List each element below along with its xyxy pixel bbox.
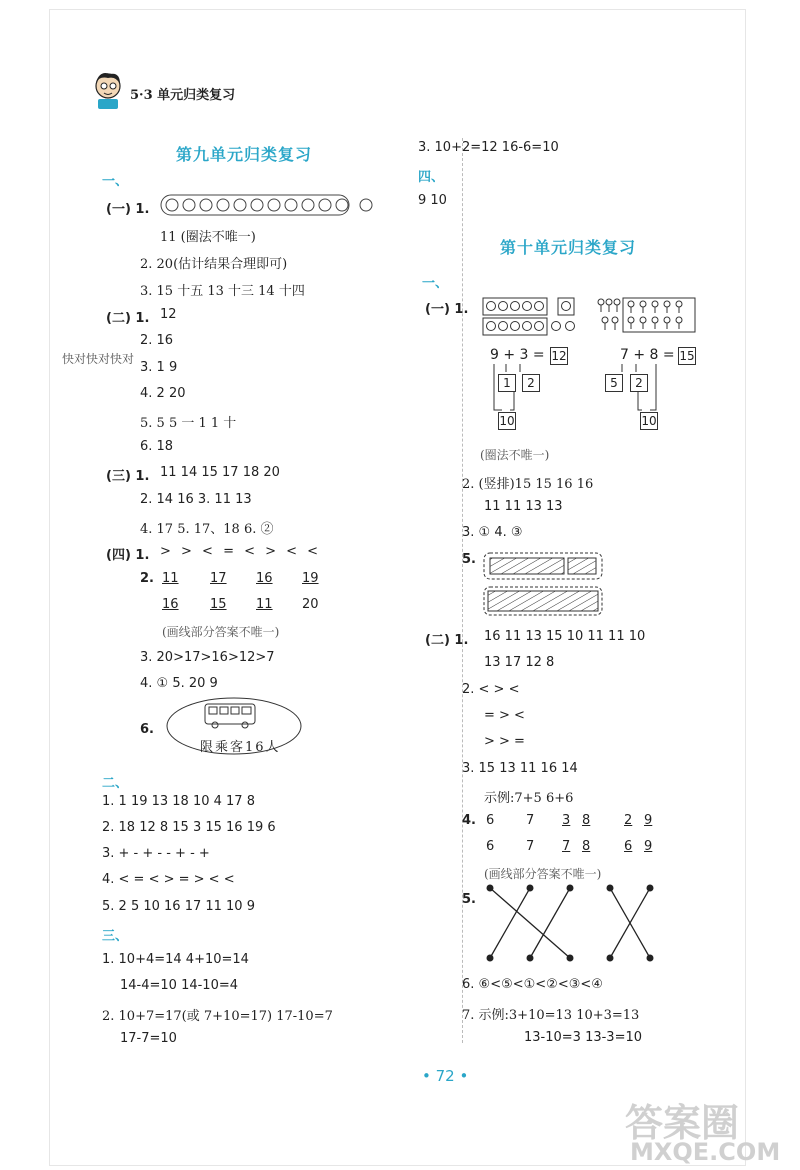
- right-p2-1a: 16 11 13 15 10 11 11 10: [484, 629, 646, 644]
- right-unit-title: 第十单元归类复习: [500, 238, 637, 257]
- p2-4b-3: 8: [582, 839, 591, 854]
- right-q2b: 11 11 13 13: [484, 499, 563, 514]
- left-p2-2: 2. 16: [140, 333, 174, 348]
- left-p3-1: 11 14 15 17 18 20: [160, 465, 280, 480]
- left-p2-5: 5. 5 5 一 1 1 十: [140, 416, 237, 431]
- left-p4-2-b3: 20: [302, 597, 319, 612]
- watermark-bottom-right: 答案圈: [625, 1100, 740, 1145]
- left-p1-1-answer: 11 (圈法不唯一): [160, 230, 256, 245]
- right-p2-2b: = > <: [484, 708, 525, 723]
- left-s3-2a: 2. 10+7=17(或 7+10=17) 17-10=7: [102, 1009, 333, 1024]
- left-p2-6: 6. 18: [140, 439, 174, 454]
- left-p4-2-num: 2.: [140, 571, 154, 586]
- eq-left-answer-box: 12: [551, 349, 567, 363]
- left-s2-3: 3. + - + - - + - +: [102, 846, 210, 861]
- left-p1-3: 3. 15 十五 13 十三 14 十四: [140, 284, 305, 299]
- p2-4b-2: 7: [562, 839, 571, 854]
- left-p4-6-caption: 限乘客16人: [200, 740, 281, 755]
- right-q3: 3. ① 4. ③: [462, 525, 523, 540]
- left-part4-label: (四) 1.: [106, 548, 150, 563]
- left-p3-2: 2. 14 16 3. 11 13: [140, 492, 252, 507]
- right-p2-3b: 示例:7+5 6+6: [484, 791, 574, 806]
- right-p2-3: 3. 15 13 11 16 14: [462, 761, 578, 776]
- p2-4a-0: 6: [486, 813, 495, 828]
- eq-left-split-1: 2: [522, 374, 540, 392]
- right-p2-1b: 13 17 12 8: [484, 655, 555, 670]
- left-part1-label: (一) 1.: [106, 202, 150, 217]
- right-p2-5-label: 5.: [462, 892, 476, 907]
- mascot-icon: [90, 70, 126, 114]
- left-p4-2-a1: 17: [210, 571, 227, 586]
- left-p2-4: 4. 2 20: [140, 386, 186, 401]
- p2-4a-1: 7: [526, 813, 535, 828]
- left-p4-2-a3: 19: [302, 571, 319, 586]
- right-q2a: 2. (竖排)15 15 16 16: [462, 477, 594, 492]
- left-p4-1: > > < = < > < <: [160, 544, 322, 559]
- eq-right-sum-box: 10: [641, 414, 657, 428]
- right-p2-4-note: (画线部分答案不唯一): [484, 867, 602, 881]
- left-section-2: 二、: [102, 776, 129, 791]
- right-part2-label: (二) 1.: [425, 633, 469, 648]
- right-q1-label: (一) 1.: [425, 302, 469, 317]
- left-p4-2-a0: 11: [162, 571, 179, 586]
- left-s2-2: 2. 18 12 8 15 3 15 16 19 6: [102, 820, 276, 835]
- header-title: 5·3 单元归类复习: [130, 88, 236, 103]
- eq-left-split-0: 1: [498, 374, 516, 392]
- eq-right: 7 + 8 =: [620, 347, 675, 363]
- page-number: • 72 •: [422, 1067, 469, 1085]
- left-s2-1: 1. 1 19 13 18 10 4 17 8: [102, 794, 255, 809]
- right-section-4: 四、: [418, 170, 445, 185]
- worksheet-page: [50, 10, 781, 1166]
- p2-4a-2: 3: [562, 813, 571, 828]
- left-s2-5: 5. 2 5 10 16 17 11 10 9: [102, 899, 255, 914]
- eq-right-split-0: 5: [605, 374, 623, 392]
- p2-4b-4: 6: [624, 839, 633, 854]
- watermark-url: MXQE.COM: [630, 1138, 781, 1166]
- column-divider: [462, 138, 463, 1043]
- p2-4a-5: 9: [644, 813, 653, 828]
- left-p4-2-b2: 11: [256, 597, 273, 612]
- left-p4-2-b1: 15: [210, 597, 227, 612]
- p2-4a-3: 8: [582, 813, 591, 828]
- right-q5-label: 5.: [462, 552, 476, 567]
- left-p2-1: 12: [160, 307, 177, 322]
- right-p2-2a: 2. < > <: [462, 682, 520, 697]
- p2-4b-5: 9: [644, 839, 653, 854]
- counting-circles-figure: [160, 193, 382, 221]
- eq-left: 9 + 3 =: [490, 347, 545, 363]
- right-p2-6: 6. ⑥<⑤<①<②<③<④: [462, 977, 603, 992]
- left-p4-4: 4. ① 5. 20 9: [140, 676, 218, 691]
- right-r3: 3. 10+2=12 16-6=10: [418, 140, 559, 155]
- right-r4: 9 10: [418, 193, 447, 208]
- left-s2-4: 4. < = < > = > < <: [102, 872, 235, 887]
- left-section-3: 三、: [102, 929, 129, 944]
- left-section-1: 一、: [102, 174, 129, 189]
- left-part3-label: (三) 1.: [106, 469, 150, 484]
- left-p4-3: 3. 20>17>16>12>7: [140, 650, 275, 665]
- left-unit-title: 第九单元归类复习: [176, 145, 313, 164]
- left-s3-1b: 14-4=10 14-10=4: [120, 978, 239, 993]
- bus-icon: [205, 704, 255, 728]
- watermark-left: 快对快对快对: [62, 352, 135, 366]
- eq-right-split-1: 2: [630, 374, 648, 392]
- left-p4-6-label: 6.: [140, 722, 154, 737]
- right-p2-7b: 13-10=3 13-3=10: [524, 1030, 643, 1045]
- p2-4b-1: 7: [526, 839, 535, 854]
- eq-left-sum-box: 10: [499, 414, 515, 428]
- right-p2-4-label: 4.: [462, 813, 476, 828]
- left-p4-2-a2: 16: [256, 571, 273, 586]
- left-p2-3: 3. 1 9: [140, 360, 178, 375]
- left-s3-2b: 17-7=10: [120, 1031, 177, 1046]
- p2-4a-4: 2: [624, 813, 633, 828]
- flower-group-figure-right: [595, 296, 699, 342]
- left-p4-2-note: (画线部分答案不唯一): [162, 625, 280, 639]
- right-section-1: 一、: [422, 276, 449, 291]
- ten-frame-figure-left: [482, 296, 580, 342]
- left-s3-1a: 1. 10+4=14 4+10=14: [102, 952, 249, 967]
- p2-4b-0: 6: [486, 839, 495, 854]
- right-p2-2c: > > =: [484, 734, 525, 749]
- matching-lines-figure: [480, 884, 660, 964]
- right-p2-7a: 7. 示例:3+10=13 10+3=13: [462, 1008, 640, 1023]
- left-p1-2: 2. 20(估计结果合理即可): [140, 257, 288, 272]
- eq-right-answer-box: 15: [679, 349, 695, 363]
- left-p4-2-b0: 16: [162, 597, 179, 612]
- right-q1-note: (圈法不唯一): [480, 448, 550, 462]
- left-part2-label: (二) 1.: [106, 311, 150, 326]
- hatched-bars-figure: [482, 550, 606, 624]
- left-p3-4: 4. 17 5. 17、18 6. ②: [140, 522, 274, 537]
